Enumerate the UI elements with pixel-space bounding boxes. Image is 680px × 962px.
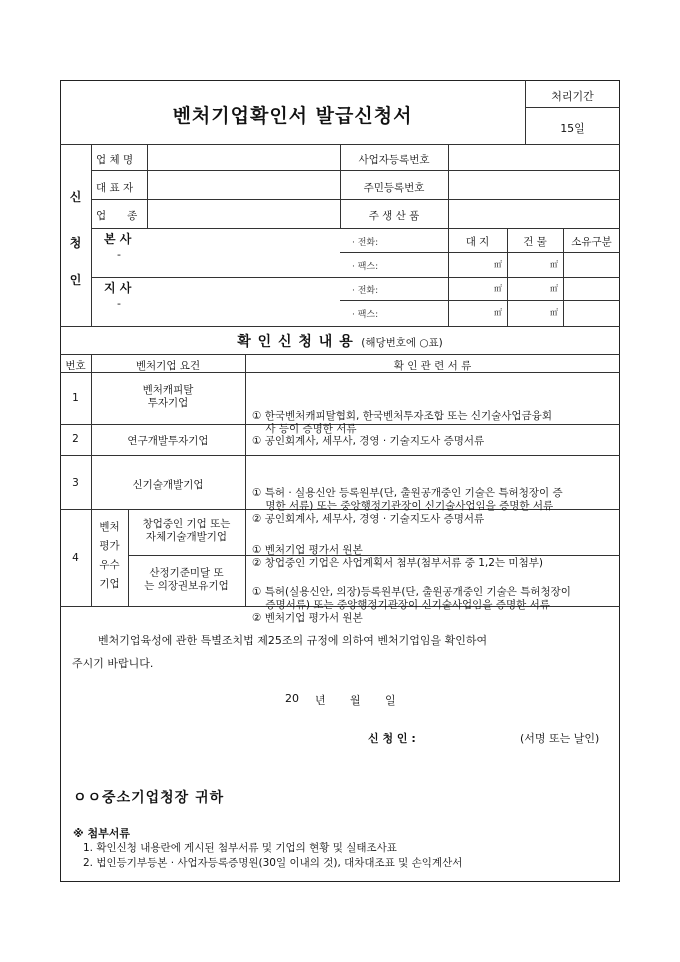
building-header: 건 물 [523,236,547,248]
headquarters-phone: · 전화: [352,238,379,248]
attachment-item-2: 2. 법인등기부등본 · 사업자등록증명원(30일 이내의 것), 대차대조표 및 손익계산서 [83,857,463,869]
processing-period-value: 15일 [560,122,585,135]
headquarters-dash: - [117,248,121,261]
representative-label: 대 표 자 [96,182,134,194]
branch-fax: · 팩스: [352,310,379,320]
row4b-requirement: 산정기준미달 또 는 의장권보유기업 [144,567,229,592]
land-header: 대 지 [465,236,490,248]
branch-phone: · 전화: [352,286,379,296]
branch-dash: - [117,297,121,310]
unit-br-building-1: ㎡ [550,284,558,293]
unit-br-land-2: ㎡ [494,308,502,317]
headquarters-label: 본 사 [104,232,132,246]
row2-documents: ① 공인회계사, 세무사, 경영 · 기술지도사 증명서류 [252,435,485,447]
date-month-label: 월 [350,694,361,707]
statement-line-1: 벤처기업육성에 관한 특별조치법 제25조의 규정에 의하여 벤처기업임을 확인하여 [98,634,488,647]
unit-hq-building: ㎡ [550,260,558,269]
resident-reg-label: 주민등록번호 [363,182,425,194]
row4-number: 4 [72,552,79,564]
signature-label: 신 청 인 : [368,732,416,745]
unit-hq-land: ㎡ [494,260,502,269]
branch-label: 지 사 [104,281,132,295]
addressee: ㅇㅇ중소기업청장 귀하 [73,790,225,806]
row4-group-label: 벤처 평가 우수 기업 [99,521,120,590]
row4b-documents: ① 특허(실용신안, 의장)등록원부(단, 출원공개중인 기술은 특허청장이 증명서류) 또는 중앙행정기관장이 신기술사업임을 증명한 서류 ② 벤처기업 평가서 원본 [252,586,571,624]
confirm-heading-line [60,331,620,351]
date-day-label: 일 [385,694,396,707]
company-name-label: 업 체 명 [96,154,134,166]
row2-number: 2 [72,433,79,445]
headquarters-fax: · 팩스: [352,262,379,272]
row3-documents: ① 특허 · 실용신안 등록원부(단, 출원공개중인 기술은 특허청장이 증 명한 서류) 또는 중앙행정기관장이 신기술사업임을 증명한 서류 ② 공인회계사, 세무사, 경영 · 기술지도사 증명서류 [252,487,563,525]
row4a-documents: ① 벤처기업 평가서 원본 ② 창업중인 기업은 사업계획서 첨부(첨부서류 중 1,2는 미첨부) [252,544,543,569]
row2-requirement: 연구개발투자기업 [127,435,209,447]
applicant-side-1: 신 [69,190,82,204]
business-reg-label: 사업자등록번호 [358,154,430,166]
ownership-header: 소유구분 [571,236,612,248]
unit-br-building-2: ㎡ [550,308,558,317]
form-title: 벤처기업확인서 발급신청서 [172,105,413,127]
attachments-heading: ※ 첨부서류 [73,827,131,840]
date-year-label: 년 [315,694,326,707]
confirm-heading: 확 인 신 청 내 용 [237,334,354,350]
processing-period-label: 처리기간 [551,90,594,103]
attachment-item-1: 1. 확인신청 내용란에 게시된 첨부서류 및 기업의 현황 및 실태조사표 [83,842,397,854]
col-number-header: 번호 [65,360,86,372]
row4a-requirement: 창업중인 기업 또는 자체기술개발기업 [142,518,231,543]
confirm-note: (해당번호에 ○표) [361,337,443,349]
unit-br-land-1: ㎡ [494,284,502,293]
row1-requirement: 벤처캐피탈 투자기업 [142,384,194,409]
row1-number: 1 [72,392,79,404]
row3-number: 3 [72,477,79,489]
applicant-side-3: 인 [69,273,82,287]
row1-documents: ① 한국벤처캐피탈협회, 한국벤처투자조합 또는 신기술사업금융회 사 등이 증명한 서류 [252,410,552,435]
applicant-side-2: 청 [69,236,82,250]
statement-line-2: 주시기 바랍니다. [72,657,154,670]
main-product-label: 주 생 산 품 [368,210,420,222]
col-requirement-header: 벤처기업 요건 [135,360,201,372]
col-documents-header: 확 인 관 련 서 류 [393,360,472,372]
signature-note: (서명 또는 날인) [520,732,600,745]
industry-label: 업 종 [96,210,138,222]
date-year: 20 [285,692,299,705]
row3-requirement: 신기술개발기업 [132,479,204,491]
